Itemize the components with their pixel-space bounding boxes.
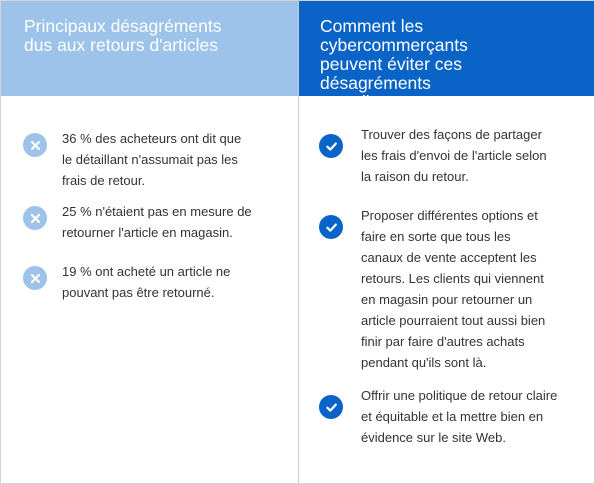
solution-text: Trouver des façons de partager les frais d'envoi de l'article selon la raison du retour. xyxy=(361,127,547,184)
pain-points-column xyxy=(1,1,299,483)
check-circle-icon xyxy=(319,395,343,419)
pain-points-header: Principaux désagréments dus aux retours d'articles xyxy=(1,1,298,96)
cross-circle-icon xyxy=(23,206,47,230)
solutions-column xyxy=(299,1,594,483)
pain-point-text: 19 % ont acheté un article ne pouvant pas être retourné. xyxy=(62,264,231,300)
cross-circle-icon xyxy=(23,133,47,157)
check-circle-icon xyxy=(319,134,343,158)
solution-text: Offrir une politique de retour claire et équitable et la mettre bien en évidence sur le site Web. xyxy=(361,388,558,445)
cross-circle-icon xyxy=(23,266,47,290)
check-circle-icon xyxy=(319,215,343,239)
solution-text: Proposer différentes options et faire en sorte que tous les canaux de vente acceptent les retours. Les clients qui viennent en magasin pour retourner un article pourraient tout aussi bien finir par faire d'autres achats pendant qu'ils sont là. xyxy=(361,208,546,370)
solutions-header: Comment les cybercommerçants peuvent éviter ces désagréments aux clients xyxy=(299,1,594,96)
pain-point-text: 36 % des acheteurs ont dit que le détaillant n'assumait pas les frais de retour. xyxy=(62,131,242,188)
pain-point-text: 25 % n'étaient pas en mesure de retourner l'article en magasin. xyxy=(62,204,252,240)
